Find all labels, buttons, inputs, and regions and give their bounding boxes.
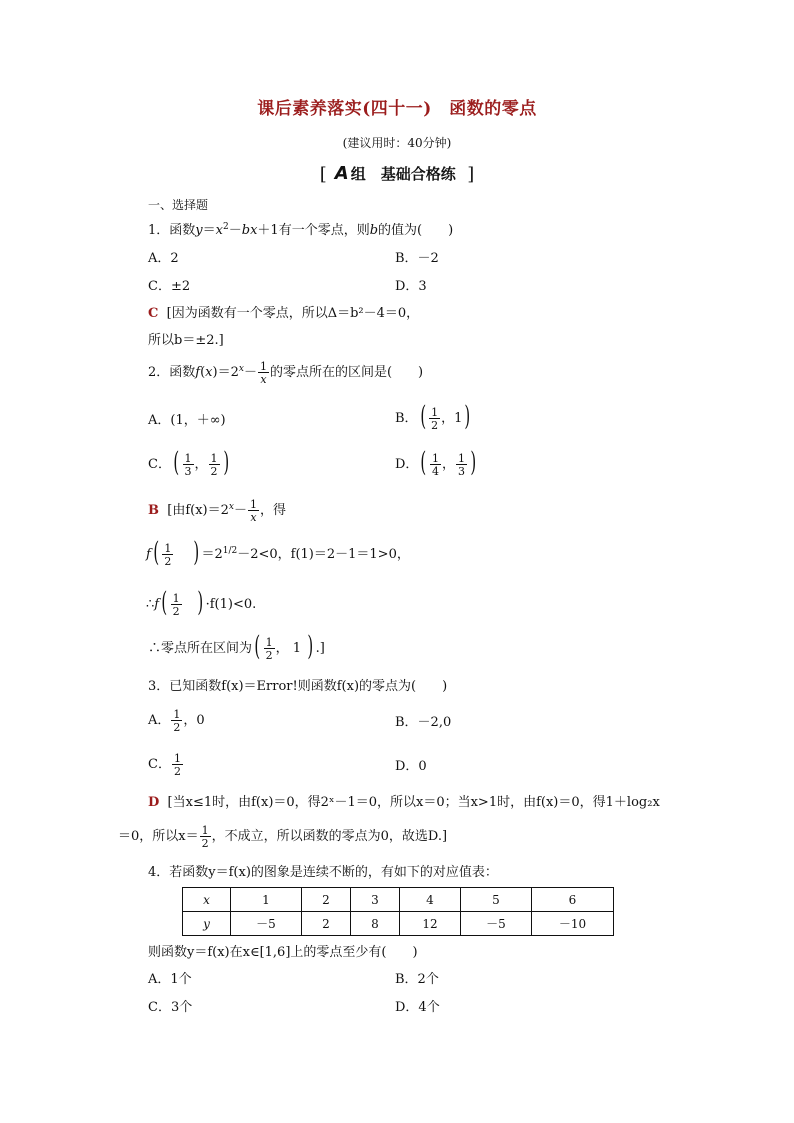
q1-stem: 1．函数$y=x^2-bx+1$有一个零点，则b的值为( )	[148, 222, 454, 238]
q4-stem: 4．若函数y＝f(x)的图象是连续不断的，有如下的对应值表：	[148, 865, 498, 880]
q1-option-a[interactable]: A．2	[148, 251, 179, 266]
q2-stem: 2．函数$f(x)=2^x-$ $\frac{1}{x}$ 的零点所在的区间是( )	[148, 359, 424, 386]
q4-option-a[interactable]: A．1个	[148, 972, 192, 987]
table-cell: 2	[302, 888, 351, 912]
q2-answer-letter: B	[148, 503, 159, 518]
group-heading	[0, 165, 794, 183]
table-cell: 8	[351, 912, 400, 936]
q4-option-b[interactable]: B．2个	[395, 972, 439, 987]
q3-stem: 3．已知函数f(x)＝Error!则函数f(x)的零点为( )	[148, 679, 448, 694]
table-row	[183, 888, 614, 912]
q3-option-d[interactable]: D．0	[395, 759, 427, 774]
table-cell: －5	[231, 912, 302, 936]
table-cell: 12	[400, 912, 461, 936]
table-cell: －5	[461, 912, 532, 936]
q1-answer-line2: 所以b＝±2.]	[148, 333, 224, 348]
table-cell: －10	[532, 912, 614, 936]
q2-answer: B [由$f(x)=2^x-$ $\frac{1}{x}$ ，得	[148, 497, 287, 524]
q1-answer: C [因为函数有一个零点，所以Δ＝b²－4＝0，	[148, 306, 420, 321]
fraction-1-over-x: $\frac{1}{x}$	[259, 359, 267, 386]
q3-answer-letter: D	[148, 795, 160, 810]
table-cell: 5	[461, 888, 532, 912]
q1-option-c[interactable]: C．±2	[148, 279, 191, 294]
table-cell: 3	[351, 888, 400, 912]
q2-answer-line4: ∴零点所在区间为( $\frac{1}{2}$ ， 1 ) .]	[148, 631, 325, 662]
table-header-x: x	[183, 888, 231, 912]
q2-answer-line2: f( $\frac{1}{2}$ ) $=2^{1/2}-2<0$，f(1)＝2－1＝1>0，	[146, 537, 410, 568]
q2-answer-line3: ∴f( $\frac{1}{2}$ ) ·f(1)<0.	[146, 587, 257, 618]
left-bracket: [	[319, 164, 327, 185]
q4-question: 则函数y＝f(x)在x∈[1,6]上的零点至少有( )	[148, 945, 418, 960]
q4-option-d[interactable]: D．4个	[395, 1000, 440, 1015]
right-bracket: ]	[455, 164, 475, 185]
q3-option-b[interactable]: B．－2,0	[395, 715, 452, 730]
table-cell: 4	[400, 888, 461, 912]
q2-option-d[interactable]: D．( $\frac{1}{4}$ ， $\frac{1}{3}$ )	[395, 447, 477, 478]
table-header-y: y	[183, 912, 231, 936]
table-cell: 6	[532, 888, 614, 912]
q2-option-b[interactable]: B．( $\frac{1}{2}$ ，1)	[395, 401, 471, 432]
page-title: 课后素养落实(四十一) 函数的零点	[257, 99, 537, 119]
table-row	[183, 912, 614, 936]
q2-option-c[interactable]: C．( $\frac{1}{3}$ ， $\frac{1}{2}$ )	[148, 447, 229, 478]
q2-option-a[interactable]: A．(1，＋∞)	[148, 413, 226, 428]
value-table	[182, 887, 614, 936]
q1-answer-letter: C	[148, 306, 159, 321]
section-heading: 一、选择题	[148, 198, 209, 212]
group-letter: A	[334, 163, 349, 184]
group-text: 组 基础合格练	[350, 165, 456, 183]
table-cell: 1	[231, 888, 302, 912]
q4-option-c[interactable]: C．3个	[148, 1000, 193, 1015]
q3-answer-line2: ＝0，所以x＝ $\frac{1}{2}$ ，不成立，所以函数的零点为0，故选D.]	[118, 823, 448, 850]
q1-option-b[interactable]: B．－2	[395, 251, 439, 266]
table-cell: 2	[302, 912, 351, 936]
suggested-time: (建议用时：40分钟)	[342, 136, 452, 150]
q1-option-d[interactable]: D．3	[395, 279, 427, 294]
q3-answer: D [当x≤1时，由f(x)＝0，得2ˣ－1＝0，所以x＝0；当x>1时，由f(x)＝0，得1＋log₂x	[148, 795, 660, 810]
q3-option-a[interactable]: A． $\frac{1}{2}$ ，0	[148, 707, 205, 734]
q3-option-c[interactable]: C． $\frac{1}{2}$	[148, 751, 181, 778]
